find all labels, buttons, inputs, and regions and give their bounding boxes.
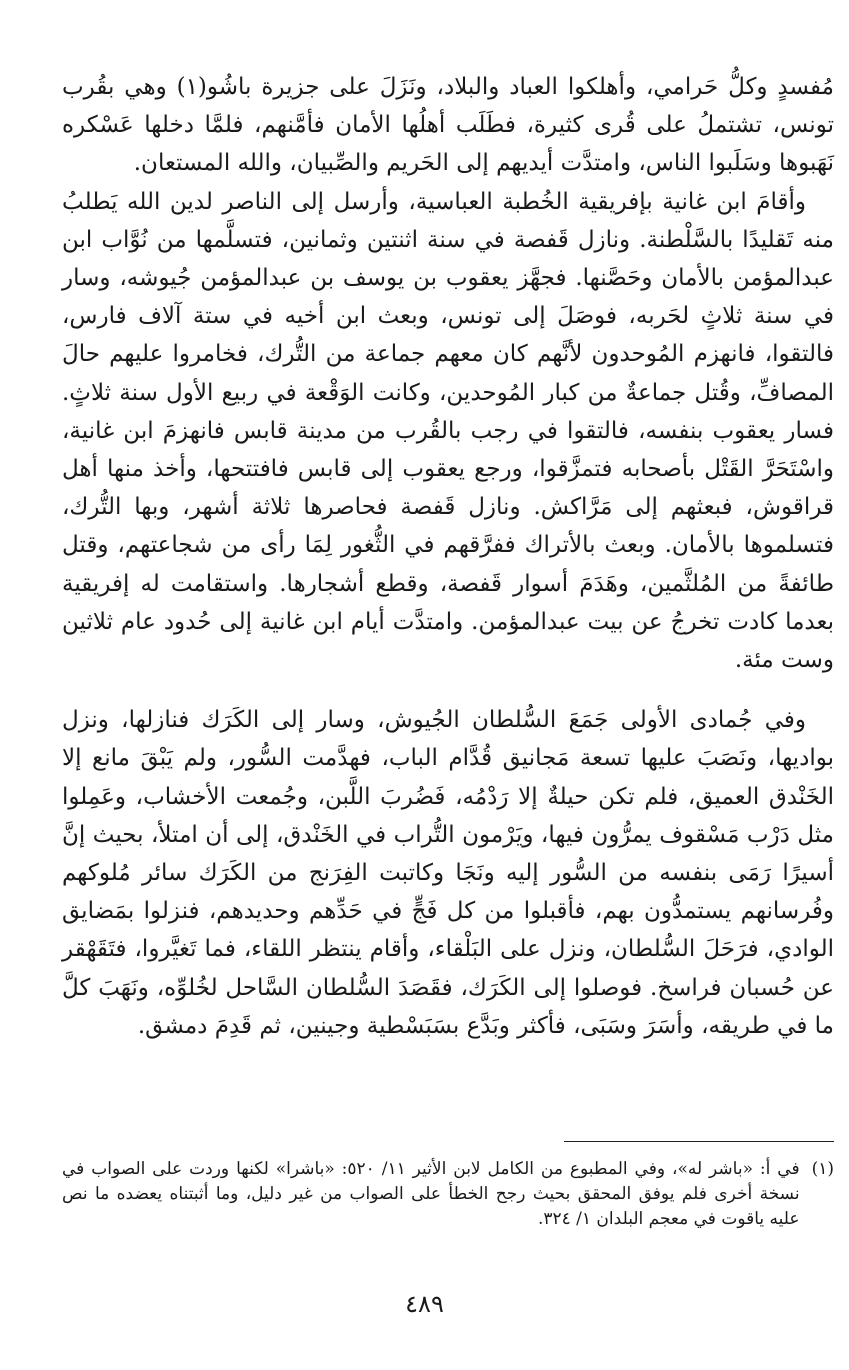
footnote-text: في أ: «باشر له»، وفي المطبوع من الكامل لابن الأثير ١١/ ٥٢٠: «باشرا» لكنها وردت على الصواب في نسخة أخرى فلم يوفق المحقق بحيث رجح الخطأ على الصواب من غير دليل، وما أثبتناه يعضده ما نص عليه ياقوت في معجم البلدان ١/ ٣٢٤. xyxy=(62,1159,800,1229)
page-number: ٤٨٩ xyxy=(405,1290,444,1318)
paragraph-3: وفي جُمادى الأولى جَمَعَ السُّلطان الجُيوش، وسار إلى الكَرَك فنازلها، ونزل بواديها، ونَصَبَ عليها تسعة مَجانيق قُدَّام الباب، فهدَّمت السُّور، ولم يَبْقَ مانع إلا الخَنْدق العميق، فلم تكن حيلةٌ إلا رَدْمُه، فَضُربَ اللَّبن، وجُمعت الأخشاب، وعَمِلوا مثل دَرْب مَسْقوف يمرُّون فيها، ويَرْمون التُّراب في الخَنْدق، إلى أن امتلأ، بحيث إنَّ أسيرًا رَمَى بنفسه من السُّور إليه ونَجَا وكاتبت الفِرَنج من الكَرَك سائر مُلوكهم وفُرسانهم يستمدُّون بهم، فأقبلوا من كل فَجٍّ في حَدِّهم وحديدهم، فنزلوا بمَضايق الوادي، فرَحَلَ السُّلطان، ونزل على البَلْقاء، وأقام ينتظر اللقاء، فما تَغيَّروا، فتَقَهْقر عن حُسبان فراسخ. فوصلوا إلى الكَرَك، فقَصَدَ السُّلطان السَّاحل لخُلوِّه، ونَهَبَ كلَّ ما في طريقه، وأسَرَ وسَبَى، فأكثر وبَدَّع بسَبَسْطية وجينين، ثم قَدِمَ دمشق. xyxy=(62,707,834,1039)
paragraph-1: مُفسدٍ وكلُّ حَرامي، وأهلكوا العباد والبلاد، ونَزَلَ على جزيرة باشُو(١) وهي بقُرب تونس، تشتملُ على قُرى كثيرة، فطَلَب أهلُها الأمان فأمَّنهم، فلمَّا دخلها عَسْكره نَهَبوها وسَلَبوا الناس، وامتدَّت أيديهم إلى الحَريم والصِّبيان، والله المستعان. xyxy=(62,74,834,177)
footnote xyxy=(62,1157,834,1232)
paragraph-2: وأقامَ ابن غانية بإفريقية الخُطبة العباسية، وأرسل إلى الناصر لدين الله يَطلبُ منه تَقليدًا بالسَّلْطنة. ونازل قَفصة في سنة اثنتين وثمانين، فتسلَّمها من نُوَّاب ابن عبدالمؤمن بالأمان وحَصَّنها. فجهَّز يعقوب بن يوسف بن عبدالمؤمن جُيوشه، وسار في سنة ثلاثٍ لحَربه، فوصَلَ إلى تونس، وبعث ابن أخيه في ستة آلاف فارس، فالتقوا، فانهزم المُوحدون لأنَّهم كان معهم جماعة من التُّرك، فخامروا عليهم حالَ المصافِّ، وقُتل جماعةٌ من كبار المُوحدين، وكانت الوَقْعة في ربيع الأول سنة ثلاثٍ. فسار يعقوب بنفسه، فالتقوا في رجب بالقُرب من مدينة قابس فانهزمَ ابن غانية، واسْتَحَرَّ القَتْل بأصحابه فتمزَّقوا، ورجع يعقوب إلى قابس فافتتحها، وأخذ منها أهل قراقوش، فبعثهم إلى مَرَّاكش. ونازل قَفصة فحاصرها ثلاثة أشهر، وبها التُّرك، فتسلموها بالأمان. وبعث بالأتراك ففرَّقهم في الثُّغور لِمَا رأى من شجاعتهم، وقتل طائفةً من المُلثَّمين، وهَدَمَ أسوار قَفصة، وقطع أشجارها. واستقامت له إفريقية بعدما كادت تخرجُ عن بيت عبدالمؤمن. وامتدَّت أيام ابن غانية إلى حُدود عام ثلاثين وست مئة. xyxy=(62,188,834,674)
footnote-number: (١) xyxy=(811,1159,834,1179)
footnote-separator xyxy=(564,1141,834,1142)
main-text xyxy=(62,68,834,1045)
